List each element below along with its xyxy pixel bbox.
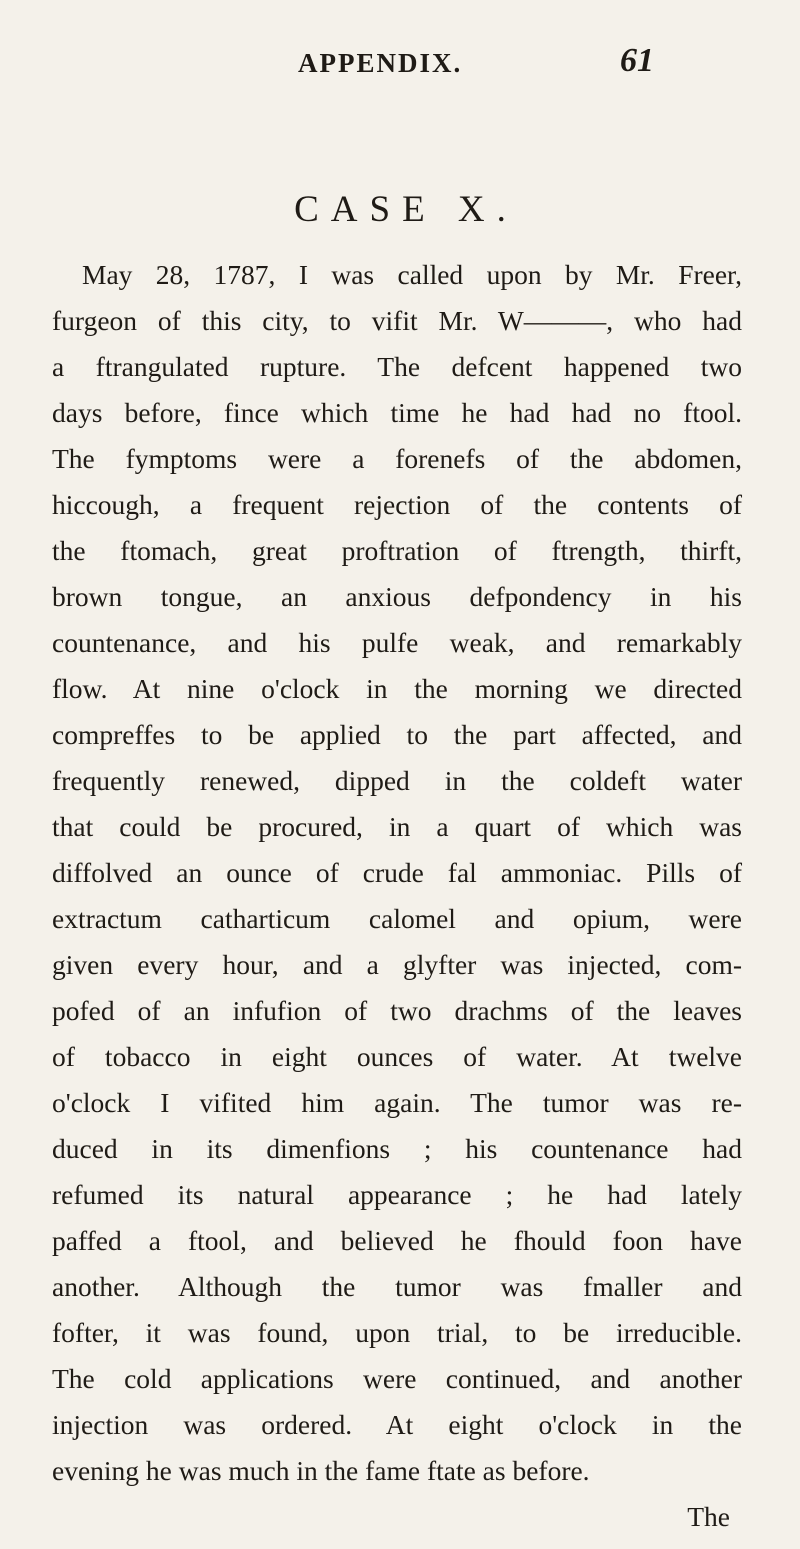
text-line: brown tongue, an anxious defpondency in his (52, 581, 742, 612)
text-line: extractum catharticum calomel and opium, were (52, 903, 742, 934)
text-line: another. Although the tumor was fmaller and (52, 1271, 742, 1302)
text-line: The cold applications were continued, and another (52, 1363, 742, 1394)
body-text (52, 252, 742, 1540)
text-line: furgeon of this city, to vifit Mr. W———, who had (52, 305, 742, 336)
text-line: compreffes to be applied to the part affected, and (52, 719, 742, 750)
text-line: pofed of an infufion of two drachms of the leaves (52, 995, 742, 1026)
text-line: given every hour, and a glyfter was injected, com- (52, 949, 742, 980)
text-line: injection was ordered. At eight o'clock in the (52, 1409, 742, 1440)
text-line: days before, fince which time he had had no ftool. (52, 397, 742, 428)
text-line: o'clock I vifited him again. The tumor was re- (52, 1087, 742, 1118)
text-line: flow. At nine o'clock in the morning we directed (52, 673, 742, 704)
text-line: The fymptoms were a forenefs of the abdomen, (52, 443, 742, 474)
text-line: fofter, it was found, upon trial, to be irreducible. (52, 1317, 742, 1348)
text-line: the ftomach, great proftration of ftrength, thirft, (52, 535, 742, 566)
text-line: a ftrangulated rupture. The defcent happened two (52, 351, 742, 382)
running-title: APPENDIX. (298, 48, 463, 78)
text-line: hiccough, a frequent rejection of the contents of (52, 489, 742, 520)
text-line: countenance, and his pulfe weak, and remarkably (52, 627, 742, 658)
text-line: refumed its natural appearance ; he had lately (52, 1179, 742, 1210)
text-line: May 28, 1787, I was called upon by Mr. Freer, (82, 259, 742, 290)
text-line: frequently renewed, dipped in the coldeft water (52, 765, 742, 796)
catchword: The (687, 1501, 730, 1532)
running-head (40, 42, 760, 88)
case-heading: CASE X. (294, 189, 518, 230)
text-line: that could be procured, in a quart of which was (52, 811, 742, 842)
text-line: paffed a ftool, and believed he fhould foon have (52, 1225, 742, 1256)
text-line: evening he was much in the fame ftate as before. (52, 1455, 590, 1486)
text-line: duced in its dimenfions ; his countenance had (52, 1133, 742, 1164)
text-line: of tobacco in eight ounces of water. At twelve (52, 1041, 742, 1072)
text-line: diffolved an ounce of crude fal ammoniac. Pills of (52, 857, 742, 888)
page-number: 61 (620, 42, 654, 79)
